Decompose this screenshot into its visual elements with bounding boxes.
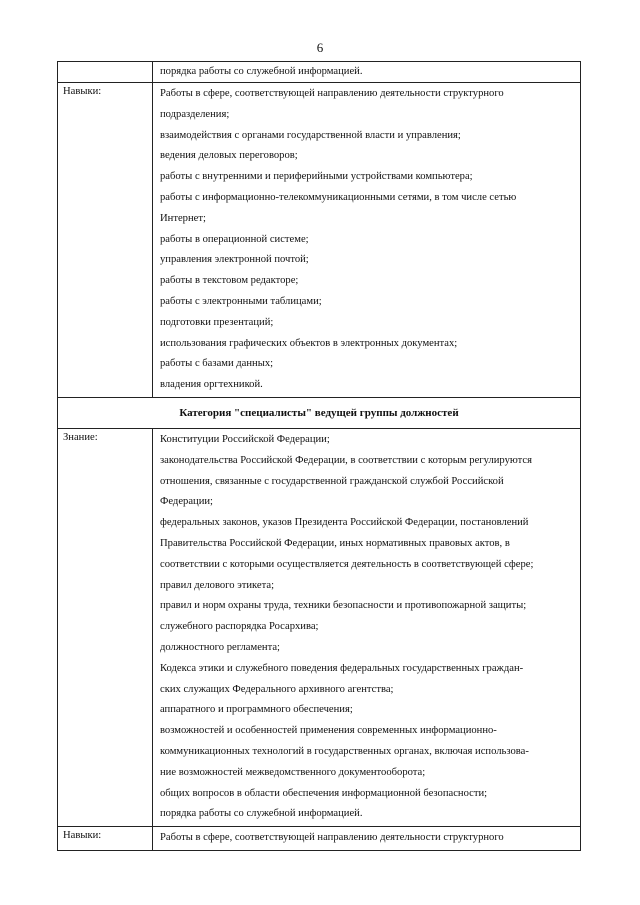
content-line: работы в текстовом редакторе;: [160, 275, 299, 287]
row-content: [153, 83, 581, 398]
content-line: управления электронной почтой;: [160, 254, 309, 266]
content-line: аппаратного и программного обеспечения;: [160, 704, 353, 716]
content-line: порядка работы со служебной информацией.: [160, 808, 363, 820]
row-label: Знание:: [58, 428, 153, 826]
content-line: работы с базами данных;: [160, 358, 274, 370]
content-line: коммуникационных технологий в государственных органах, включая использова-: [160, 745, 529, 757]
content-line: должностного регламента;: [160, 641, 280, 653]
table-row: [58, 62, 581, 83]
content-line: правил и норм охраны труда, техники безопасности и противопожарной защиты;: [160, 600, 527, 612]
content-line: Кодекса этики и служебного поведения федеральных государственных граждан-: [160, 662, 524, 674]
content-line: работы с информационно-телекоммуникационными сетями, в том числе сетью: [160, 191, 517, 203]
content-line: ние возможностей межведомственного документооборота;: [160, 766, 426, 778]
row-label: [58, 62, 153, 83]
content-line: использования графических объектов в электронных документах;: [160, 337, 458, 349]
content-line: работы в операционной системе;: [160, 233, 309, 245]
content-line: законодательства Российской Федерации, в соответствии с которым регулируются: [160, 454, 532, 466]
table-row: [58, 83, 581, 398]
content-line: Работы в сфере, соответствующей направлению деятельности структурного: [160, 88, 504, 99]
content-line: Правительства Российской Федерации, иных нормативных правовых актов, в: [160, 537, 510, 549]
row-label: Навыки:: [58, 827, 153, 851]
content-line: ских служащих Федерального архивного агентства;: [160, 683, 394, 695]
content-line: работы с электронными таблицами;: [160, 295, 322, 307]
content-line: служебного распорядка Росархива;: [160, 621, 319, 633]
content-line: подготовки презентаций;: [160, 316, 274, 328]
content-line: подразделения;: [160, 108, 230, 120]
row-content: [153, 827, 581, 851]
table-row: [58, 428, 581, 826]
content-line: соответствии с которыми осуществляется деятельность в соответствующей сфере;: [160, 558, 534, 570]
content-line: Работы в сфере, соответствующей направлению деятельности структурного: [160, 832, 504, 844]
content-line: взаимодействия с органами государственной власти и управления;: [160, 129, 461, 141]
content-line: Федерации;: [160, 496, 213, 508]
content-line: работы с внутренними и периферийными устройствами компьютера;: [160, 171, 473, 183]
content-line: отношения, связанные с государственной гражданской службой Российской: [160, 475, 504, 487]
category-heading: Категория "специалисты" ведущей группы должностей: [58, 397, 581, 428]
content-line: ведения деловых переговоров;: [160, 150, 298, 162]
content-line: общих вопросов в области обеспечения информационной безопасности;: [160, 787, 488, 799]
content-line: федеральных законов, указов Президента Российской Федерации, постановлений: [160, 517, 529, 529]
category-row: [58, 397, 581, 428]
table-row: [58, 827, 581, 851]
row-content: [153, 62, 581, 83]
row-content: [153, 428, 581, 826]
content-line: владения оргтехникой.: [160, 379, 263, 391]
content-line: порядка работы со служебной информацией.: [160, 66, 363, 77]
page-number: 6: [316, 40, 324, 55]
content-line: правил делового этикета;: [160, 579, 275, 591]
content-line: Интернет;: [160, 212, 206, 224]
requirements-table: [57, 61, 581, 851]
content-line: Конституции Российской Федерации;: [160, 433, 330, 445]
content-line: возможностей и особенностей применения современных информационно-: [160, 725, 497, 737]
row-label: Навыки:: [58, 83, 153, 398]
